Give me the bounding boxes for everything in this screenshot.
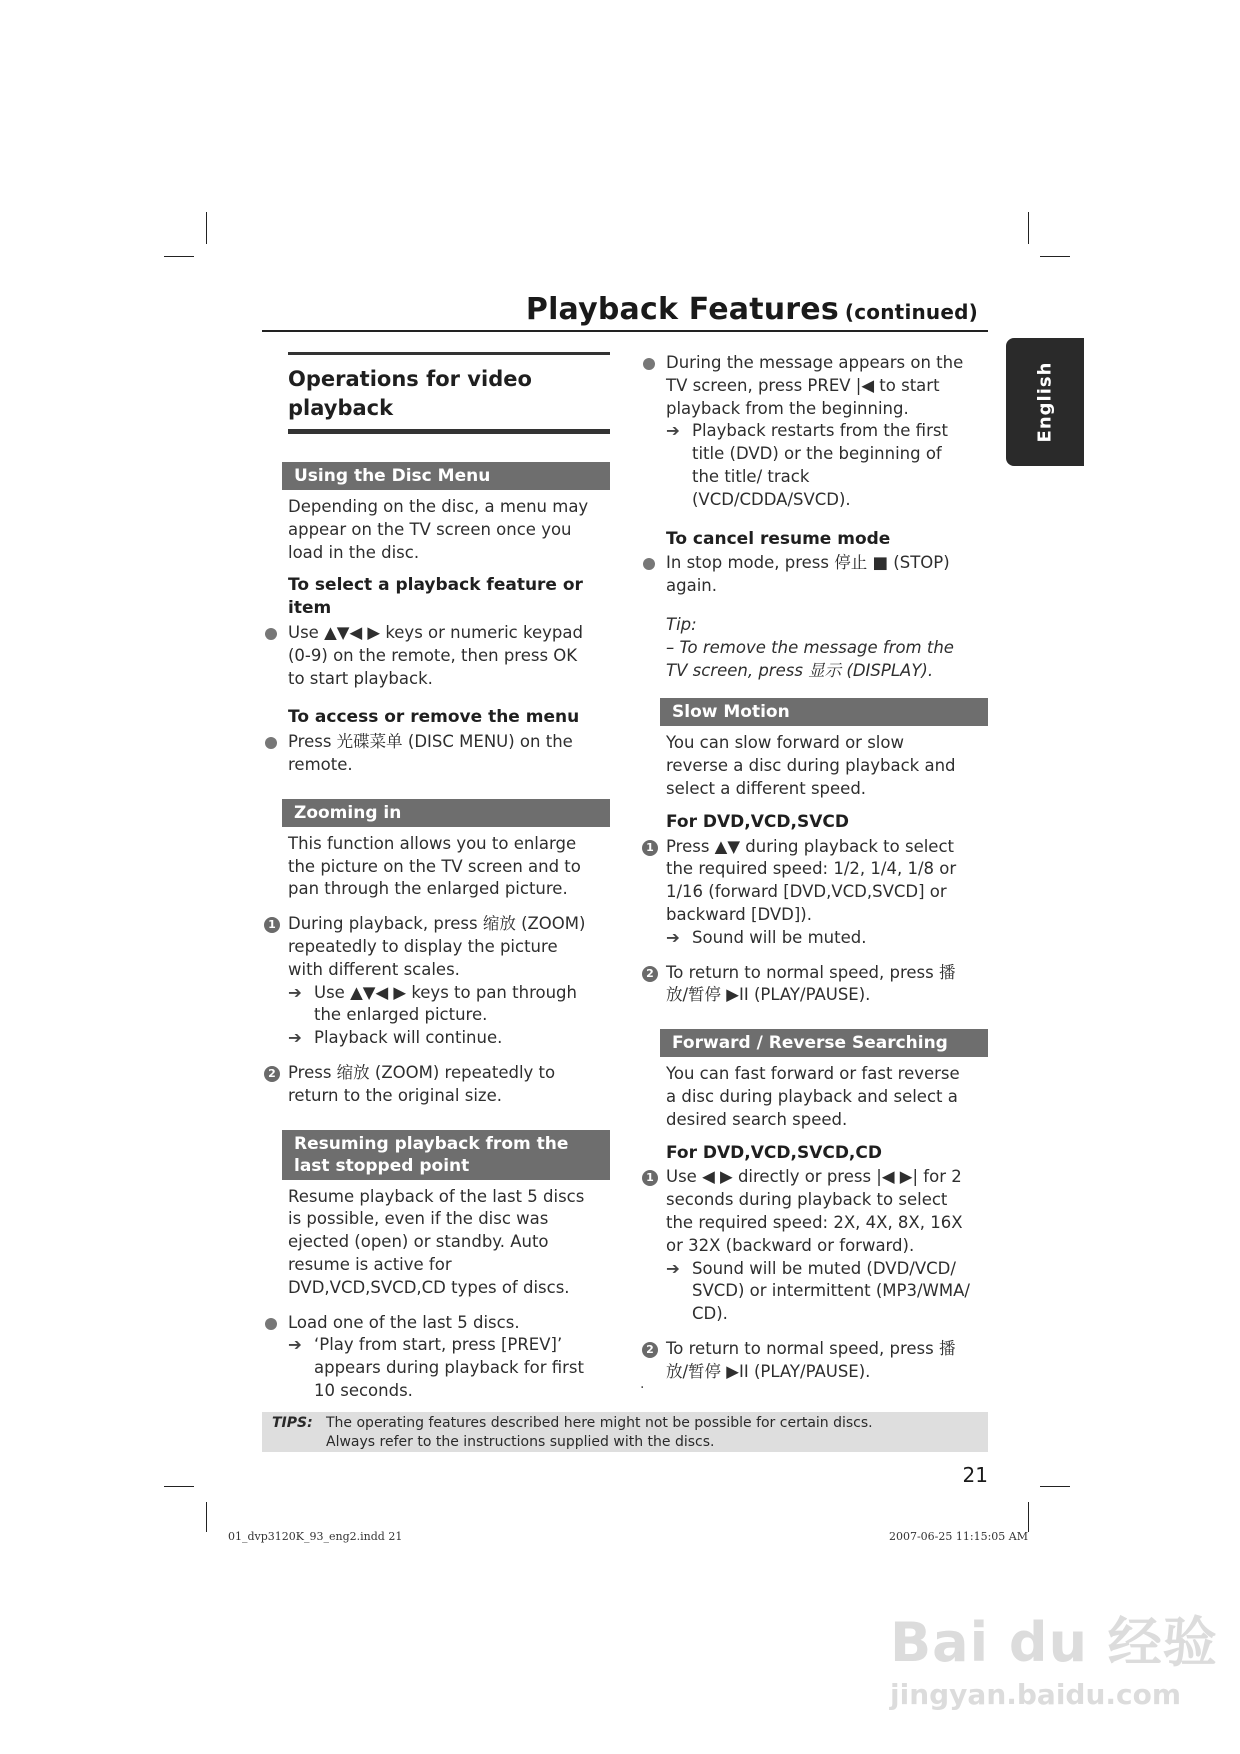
slow-step1: Press ▲▼ during playback to select the required speed: 1/2, 1/4, 1/8 or 1/16 (forward [DVD,VCD,SVCD] or backward [DVD]). [666,836,957,924]
arrow-icon: ➔ [666,927,680,947]
right-column [640,350,970,1383]
tip-text: – To remove the message from the TV screen, press 显示 (DISPLAY). [666,637,954,680]
tip-label: Tip: [666,614,697,634]
arrow-icon: ➔ [666,421,680,441]
select-feature-text: Use ▲▼◀ ▶ keys or numeric keypad (0-9) on the remote, then press OK to start playback. [288,622,583,688]
search-step1: Use ◀ ▶ directly or press |◀ ▶| for 2 seconds during playback to select the required speed: 2X, 4X, 8X, 16X or 32X (backward or forward). [666,1167,963,1255]
step-item [262,913,592,1050]
step-number-icon: 1 [264,917,280,933]
crop-mark [164,1486,194,1487]
result-line [666,420,970,511]
result-line [288,982,592,1028]
search-step2: To return to normal speed, press 播放/暂停 ▶II (PLAY/PAUSE). [666,1338,956,1381]
cancel-resume-text: In stop mode, press 停止 ■ (STOP) again. [666,553,950,596]
watermark-url: jingyan.baidu.com [890,1678,1182,1711]
access-menu-text: Press 光碟菜单 (DISC MENU) on the remote. [288,732,573,774]
arrow-icon: ➔ [288,1028,302,1048]
tips-line-1: The operating features described here might not be possible for certain discs. [326,1415,873,1431]
cancel-resume-heading: To cancel resume mode [666,528,891,549]
step-number-icon: 2 [642,966,658,982]
disc-menu-intro: Depending on the disc, a menu may appear on the TV screen once you load in the disc. [288,497,589,562]
section-heading: Operations for video playback [288,352,610,434]
bullet-icon [643,358,655,370]
list-item [640,352,970,512]
bullet-icon [265,1318,277,1330]
bullet-icon [265,737,277,749]
slow-step2: To return to normal speed, press 播放/暂停 ▶II (PLAY/PAUSE). [666,962,956,1005]
crop-mark [1028,1502,1029,1532]
step-number-icon: 1 [642,840,658,856]
bullet-icon [643,558,655,570]
list-item [262,1312,592,1403]
resume-result: ‘Play from start, press [PREV]’ appears during playback for first 10 seconds. [314,1335,584,1400]
watermark [890,1600,1218,1711]
step-item [640,836,970,950]
search-result: Sound will be muted (DVD/VCD/ SVCD) or intermittent (MP3/WMA/ CD). [692,1258,970,1324]
search-for-heading: For DVD,VCD,SVCD,CD [666,1142,882,1163]
step-number-icon: 1 [642,1170,658,1186]
list-item [262,731,592,777]
arrow-icon: ➔ [288,1335,302,1355]
message-result: Playback restarts from the first title (DVD) or the beginning of the title/ track (VCD/CDDA/SVCD). [692,421,948,509]
result-line [288,1027,592,1050]
crop-mark [1040,1486,1070,1487]
page-title [526,292,978,327]
page-title-main: Playback Features [525,292,839,327]
crop-mark [164,256,194,257]
section-bar-disc-menu: Using the Disc Menu [282,462,610,490]
section-bar-zoom: Zooming in [282,799,610,827]
crop-mark [206,1502,207,1532]
resume-intro: Resume playback of the last 5 discs is possible, even if the disc was ejected (open) or standby. Auto resume is active for DVD,VCD,SVCD,CD types of discs. [288,1186,585,1297]
result-line [666,1258,970,1326]
page-number: 21 [962,1463,988,1487]
zoom-result-2: Playback will continue. [314,1028,503,1048]
zoom-result-1: Use ▲▼◀ ▶ keys to pan through the enlarged picture. [314,982,577,1025]
title-rule [262,330,988,332]
tips-label: TIPS: [272,1415,313,1431]
result-line [666,927,970,950]
language-tab-label: English [1034,361,1056,443]
crop-mark [1040,256,1070,257]
step-item [640,962,970,1008]
search-intro: You can fast forward or fast reverse a disc during playback and select a desired search speed. [666,1064,960,1129]
arrow-icon: ➔ [288,982,302,1002]
step-item [262,1062,592,1108]
section-bar-slow-motion: Slow Motion [660,698,988,726]
stray-dot: . [640,1376,645,1392]
access-menu-heading: To access or remove the menu [288,707,580,728]
message-item: During the message appears on the TV screen, press PREV |◀ to start playback from the beginning. [666,353,964,418]
crop-mark [206,212,207,244]
step-item [640,1166,970,1326]
language-tab [1006,338,1084,466]
left-column [262,352,592,1403]
resume-item: Load one of the last 5 discs. [288,1312,520,1332]
slow-intro: You can slow forward or slow reverse a disc during playback and select a different speed. [666,733,956,798]
step-number-icon: 2 [642,1342,658,1358]
tips-text [326,1414,976,1452]
arrow-icon: ➔ [666,1258,680,1278]
zoom-intro: This function allows you to enlarge the picture on the TV screen and to pan through the enlarged picture. [288,833,581,899]
page-title-sub: (continued) [844,300,978,324]
watermark-logo: Bai du 经验 [890,1611,1218,1674]
result-line [288,1334,592,1402]
bullet-icon [265,628,277,640]
tips-line-2: Always refer to the instructions supplied with the discs. [326,1434,715,1450]
section-bar-searching: Forward / Reverse Searching [660,1029,988,1057]
select-feature-heading: To select a playback feature or item [288,575,583,619]
list-item [640,552,970,598]
list-item [262,622,592,690]
zoom-step1: During playback, press 缩放 (ZOOM) repeatedly to display the picture with different scales. [288,914,586,979]
step-item [640,1338,970,1384]
zoom-step2: Press 缩放 (ZOOM) repeatedly to return to the original size. [288,1062,556,1105]
section-bar-resume: Resuming playback from the last stopped point [282,1130,610,1180]
tips-box [262,1412,988,1452]
slow-for-heading: For DVD,VCD,SVCD [666,811,849,832]
footer-timestamp: 2007-06-25 11:15:05 AM [888,1530,1028,1543]
step-number-icon: 2 [264,1066,280,1082]
slow-result: Sound will be muted. [692,927,867,947]
crop-mark [1028,212,1029,244]
footer-file: 01_dvp3120K_93_eng2.indd 21 [228,1530,403,1543]
